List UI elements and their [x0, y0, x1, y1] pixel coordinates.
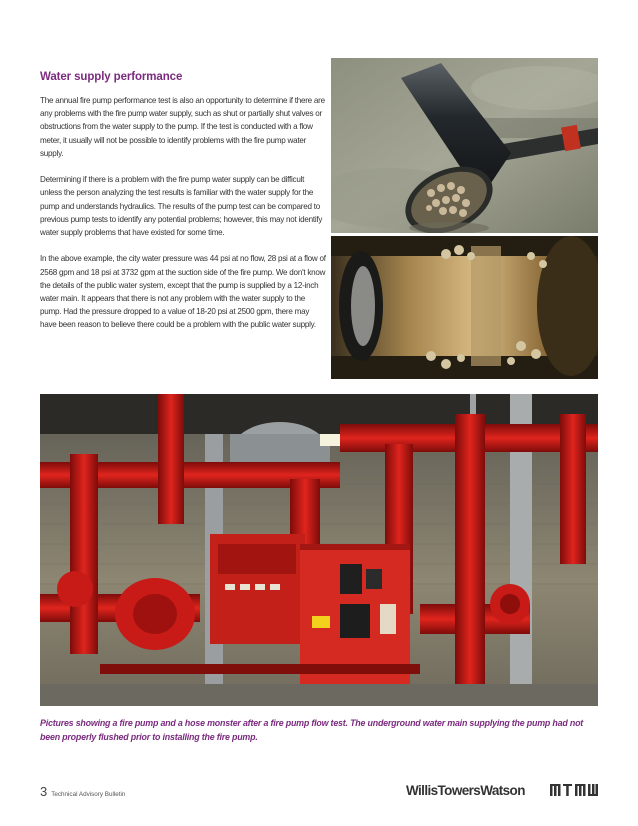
paragraph-1: The annual fire pump performance test is also an opportunity to determine if there are any problems with the fire pump water supply, such as shut or partially shut valves or obstructions from the water supply to the pump. If the test is conducted with a flow meter, it usually will not be possible to identify problems with the fire pump water supply. [40, 96, 325, 158]
hose-monster-photo [331, 58, 598, 233]
paragraph-2: Determining if there is a problem with the fire pump water supply can be difficult unless the person analyzing the test results is familiar with the water supply for the pump and understands hydraulics. The results of the pump test can be compared to previous pump tests to identify any potential problems; however, this may not identify water supply problems that have existed for some time. [40, 175, 323, 238]
brand-logo-icon [550, 784, 598, 796]
body-text [40, 94, 326, 345]
brand-name: WillisTowersWatson [406, 783, 525, 798]
bulletin-label: Technical Advisory Bulletin [51, 791, 126, 798]
fire-pump-room-photo [40, 394, 598, 706]
pipe-debris-photo [331, 236, 598, 379]
paragraph-3: In the above example, the city water pressure was 44 psi at no flow, 28 psi at a flow of 2568 gpm and 18 psi at 3732 gpm at the suction side of the fire pump. We don't know the details of the public water system, except that the pump is supplied by a 12-inch water main. It appears that there is not any problem with the water supply to the pump. Had the pressure dropped to a value of 18-20 psi at 2500 gpm, there may have been reason to believe there could be a problem with the public water supply. [40, 254, 326, 330]
figure-caption: Pictures showing a fire pump and a hose monster after a fire pump flow test. The underground water main supplying the pump had not been properly flushed prior to installing the fire pump. [40, 718, 584, 743]
page-number: 3 [40, 784, 48, 799]
footer-left [40, 784, 125, 799]
section-heading: Water supply performance [40, 71, 183, 83]
